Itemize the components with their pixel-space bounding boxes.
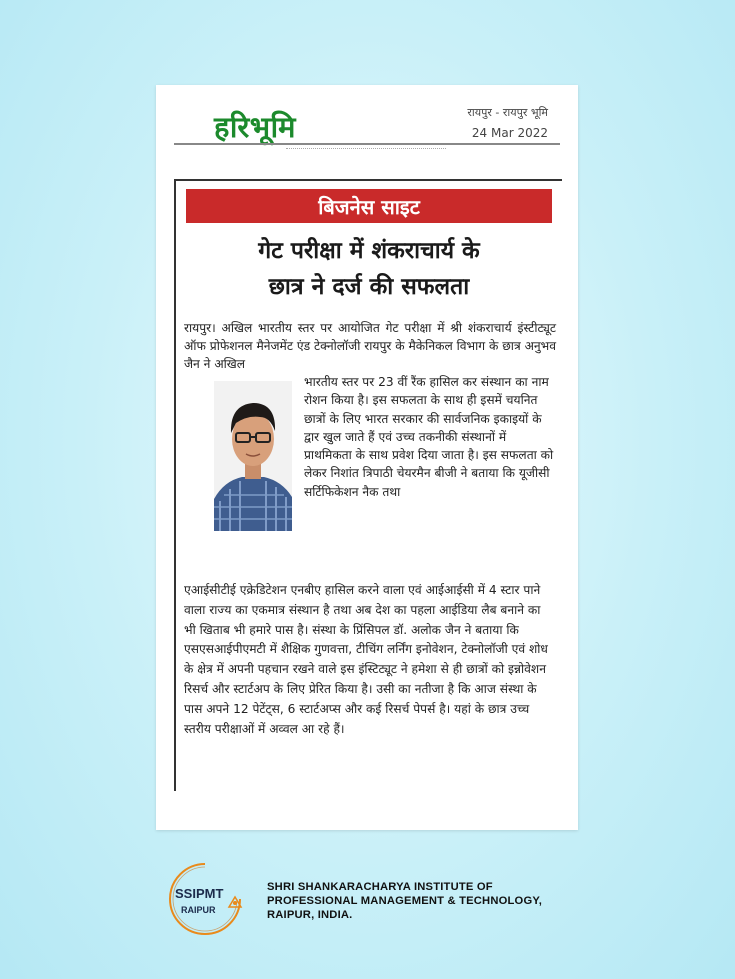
institute-footer xyxy=(165,857,585,937)
ssipmt-logo-icon xyxy=(165,861,245,935)
article-paragraph-bottom: एआईसीटीई एक्रेडिटेशन एनबीए हासिल करने वाला एवं आईआईसी में 4 स्टार पाने वाला राज्य का एकमात्र संस्थान है तथा अब देश का पहला आईडिया लैब बनाने का भी खिताब भी हमारे पास है। संस्था के प्रिंसिपल डॉ. अलोक जैन ने बताया कि एसएसआईपीएमटी में शैक्षिक गुणवत्ता, टीचिंग लर्निंग इनोवेशन, टेक्नोलॉजी एवं शोध के क्षेत्र में अपनी पहचान रखने वाले इस इंस्टिट्यूट ने हमेशा से ही छात्रों को इन्नोवेशन रिसर्च और स्टार्टअप के लिए प्रेरित किया है। उसी का नतीजा है कि आज संस्था के पास अपने 12 पेटेंट्स, 6 स्टार्टअप्स और कई रिसर्च पेपर्स है। यहां के छात्र उच्च स्तरीय परीक्षाओं में अव्वल आ रहे हैं। xyxy=(184,583,548,736)
logo-text-bottom: RAIPUR xyxy=(181,905,216,915)
headline-line-1: गेट परीक्षा में शंकराचार्य के xyxy=(258,238,480,264)
article-clip xyxy=(174,179,562,791)
section-title: बिजनेस साइट xyxy=(318,194,420,219)
edition-info xyxy=(467,105,548,140)
masthead-dotted-rule xyxy=(286,148,446,152)
article-paragraph-top: रायपुर। अखिल भारतीय स्तर पर आयोजित गेट परीक्षा में श्री शंकराचार्य इंस्टीट्यूट ऑफ प्रोफेशनल मैनेजमेंट एंड टेक्नोलॉजी रायपुर के मैकेनिकल विभाग के छात्र अनुभव जैन ने अखिल xyxy=(184,321,556,371)
newspaper-masthead: हरिभूमि xyxy=(214,110,297,144)
institute-name xyxy=(267,880,597,922)
institute-name-line-1: SHRI SHANKARACHARYA INSTITUTE OF xyxy=(267,881,493,893)
institute-name-line-2: PROFESSIONAL MANAGEMENT & TECHNOLOGY, xyxy=(267,895,543,907)
newspaper-clipping xyxy=(156,85,578,830)
institute-name-line-3: RAIPUR, INDIA. xyxy=(267,909,353,921)
edition-date: 24 Mar 2022 xyxy=(471,126,548,140)
headline-line-2: छात्र ने दर्ज की सफलता xyxy=(268,274,470,300)
section-banner xyxy=(186,189,552,223)
article-paragraph-side: भारतीय स्तर पर 23 वीं रैंक हासिल कर संस्थान का नाम रोशन किया है। इस सफलता के साथ ही इसमें चयनित छात्रों के लिए भारत सरकार की सार्वजनिक इकाइयों के द्वार खुल जाते हैं एवं उच्च तकनीकी संस्थानों में प्राथमिकता के साथ प्रवेश दिया जाता है। इस सफलता को लेकर निशांत त्रिपाठी चेयरमैन बीजी ने बताया कि यूजीसी सर्टिफिकेशन नैक तथा xyxy=(304,375,554,499)
logo-text-top: SSIPMT xyxy=(175,886,224,901)
article-headline xyxy=(176,233,562,305)
student-photo xyxy=(214,381,292,531)
masthead-rule xyxy=(174,143,560,145)
edition-name: रायपुर - रायपुर भूमि xyxy=(467,106,548,119)
student-portrait-icon xyxy=(214,381,292,531)
